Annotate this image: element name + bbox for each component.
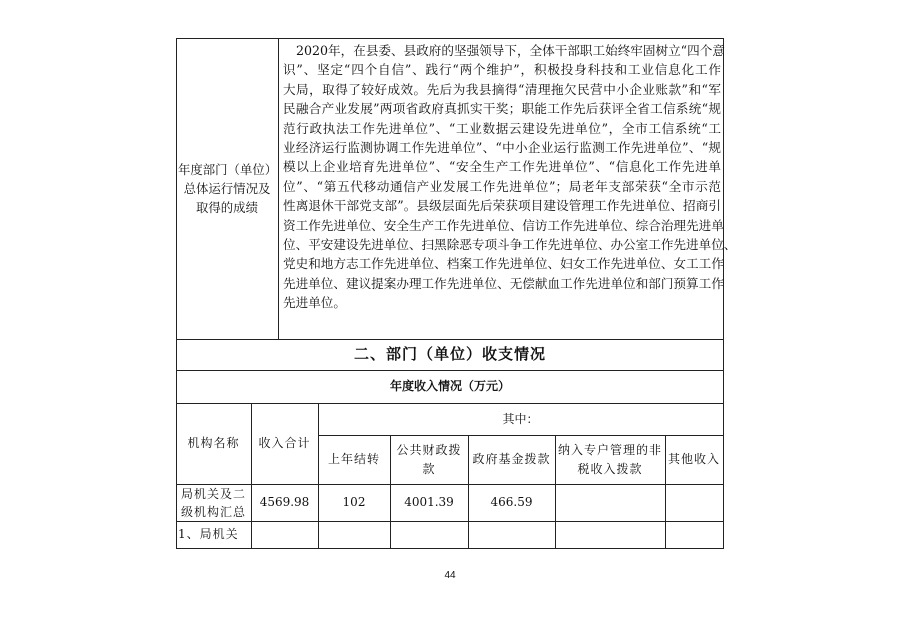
row-public-finance: 4001.39 [404,495,454,509]
paragraph-line: 党史和地方志工作先进单位、档案工作先进单位、妇女工作先进单位、女工工作 [283,256,724,272]
achievements-label [176,38,278,339]
row-carryover: 102 [342,495,366,509]
paragraph-line: 模以上企业培育先进单位”、“安全生产工作先进单位”、“信息化工作先进单 [283,159,721,175]
paragraph-line: 位”、“第五代移动通信产业发展工作先进单位”；局老年支部荣获“全市示范 [283,178,721,194]
label-line: 取得的成绩 [196,200,258,215]
row-gov-fund: 466.59 [490,495,533,509]
row-other [665,484,723,521]
section-title: 二、部门（单位）收支情况 [353,345,546,363]
paragraph-line: 范行政执法工作先进单位”、“工业数据云建设先进单位”，全市工信系统“工 [283,120,721,136]
name-line: 级机构汇总 [180,504,246,519]
row-non-tax [555,484,665,521]
section-subtitle: 年度收入情况（万元） [389,379,510,393]
paragraph-line: 性离退休干部党支部”。县级层面先后荣获项目建设管理工作先进单位、招商引 [283,198,721,214]
paragraph-line: 资工作先进单位、安全生产工作先进单位、信访工作先进单位、综合治理先进单 [283,217,724,233]
paragraph-line: 业经济运行监测协调工作先进单位”、“中小企业运行监测工作先进单位”、“规 [283,140,721,155]
header-non-tax [555,435,665,484]
paragraph-line: 识”、坚定“四个自信”、践行“两个维护”，积极投身科技和工业信息化工作 [283,62,721,78]
header-line: 公共财政拨 [396,442,462,457]
label-line: 总体运行情况及 [183,181,271,196]
header-carryover: 上年结转 [327,452,380,466]
label-line: 年度部门（单位） [178,162,278,177]
header-gov-fund: 政府基金拨款 [472,452,551,466]
page-number: 44 [444,570,456,581]
header-total: 收入合计 [258,436,311,450]
header-line: 纳入专户管理的非 [557,442,662,457]
row-name: 1、局机关 [178,527,239,541]
paragraph-line: 大局，取得了较好成效。先后为我县摘得“清理拖欠民营中小企业账款”和“军 [283,81,721,97]
row-name [176,484,251,521]
header-public-finance [390,435,468,484]
header-line: 款 [422,461,436,476]
header-org-name: 机构名称 [187,436,240,450]
header-of-which: 其中： [502,411,539,426]
row-total: 4569.98 [259,495,310,509]
paragraph-line: 位、平安建设先进单位、扫黑除恶专项斗争工作先进单位、办公室工作先进单位、 [283,237,737,252]
header-line: 税收入拨款 [577,461,643,476]
paragraph-line: 2020年，在县委、县政府的坚强领导下，全体干部职工始终牢固树立“四个意 [296,43,725,58]
header-other: 其他收入 [667,452,720,466]
paragraph-line: 先进单位、建议提案办理工作先进单位、无偿献血工作先进单位和部门预算工作 [283,275,724,291]
paragraph-line: 先进单位。 [283,295,346,311]
name-line: 局机关及二 [180,486,246,501]
paragraph-line: 民融合产业发展”两项省政府真抓实干奖；职能工作先后获评全省工信系统“规 [283,101,721,117]
